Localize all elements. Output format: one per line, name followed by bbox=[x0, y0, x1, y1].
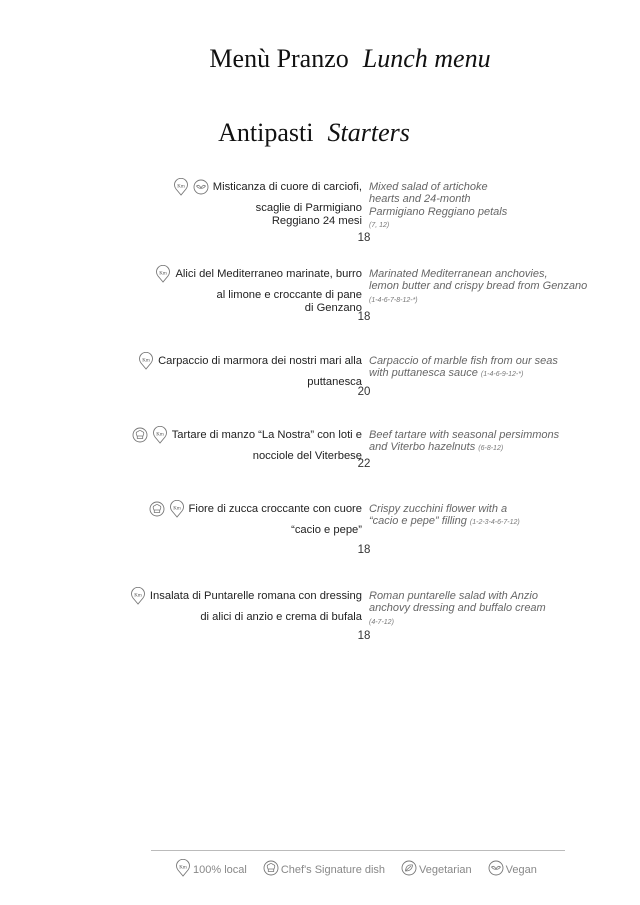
svg-text:Km: Km bbox=[179, 865, 187, 871]
section-title-en: Starters bbox=[327, 118, 410, 147]
menu-title-it: Menù Pranzo bbox=[209, 44, 349, 73]
local-km-icon bbox=[152, 426, 168, 447]
dish-price: 18 bbox=[357, 544, 371, 556]
dish-name-it-line: puttanesca bbox=[307, 376, 362, 389]
menu-title-en: Lunch menu bbox=[362, 44, 491, 73]
dish-icons bbox=[149, 500, 185, 521]
dish-name-en bbox=[369, 590, 609, 629]
dish-icons bbox=[130, 587, 146, 608]
svg-text:Km: Km bbox=[134, 593, 142, 599]
dish-icons bbox=[132, 426, 168, 447]
legend-label: Vegan bbox=[505, 863, 537, 876]
dish-name-it-line: Tartare di manzo “La Nostra” con loti e bbox=[171, 429, 362, 441]
dish-name-en-line: Parmigiano Reggiano petals bbox=[369, 205, 508, 218]
dish-name-en bbox=[369, 268, 609, 307]
dish-name-it bbox=[138, 355, 362, 389]
svg-text:Km: Km bbox=[155, 432, 164, 438]
dish-price: 22 bbox=[357, 458, 371, 470]
dish-name-it bbox=[173, 181, 362, 227]
dish-name-en-line: with puttanesca sauce bbox=[369, 367, 478, 380]
allergens: (6-8-12) bbox=[478, 445, 504, 453]
allergens: (7, 12) bbox=[369, 222, 390, 230]
local-km-icon bbox=[155, 265, 171, 286]
dish-name-it bbox=[149, 503, 363, 537]
svg-text:Km: Km bbox=[142, 358, 150, 364]
vegetarian-icon bbox=[401, 859, 417, 880]
dish-name-en bbox=[369, 355, 609, 382]
dish-name-en-line: lemon butter and crispy bread from Genzano bbox=[369, 280, 588, 293]
dish-name-it bbox=[155, 268, 362, 314]
dish-name-en-line: Roman puntarelle salad with Anzio bbox=[369, 590, 538, 602]
dish-name-it-line: di Genzano bbox=[304, 301, 362, 314]
dish-name-it-line: Misticanza di cuore di carciofi, bbox=[212, 181, 362, 193]
legend-item bbox=[401, 859, 472, 880]
dish-name-it-line: “cacio e pepe” bbox=[291, 524, 362, 537]
dish-name-en-line: anchovy dressing and buffalo cream bbox=[369, 602, 546, 615]
local-km-icon bbox=[130, 587, 146, 608]
menu-title bbox=[30, 44, 640, 74]
dish-name-it-line: scaglie di Parmigiano bbox=[255, 202, 362, 215]
dish-name-it-line: Insalata di Puntarelle romana con dressing bbox=[149, 590, 362, 602]
local-km-icon bbox=[169, 500, 185, 521]
dish-name-it-line: Reggiano 24 mesi bbox=[271, 214, 362, 227]
dish-name-it-line: nocciole del Viterbese bbox=[252, 450, 362, 463]
dish-name-en bbox=[369, 503, 609, 530]
allergens: (1-4-6-9-12-*) bbox=[480, 371, 524, 379]
legend-divider bbox=[151, 850, 565, 851]
dish-name-en bbox=[369, 181, 609, 233]
legend-label: 100% local bbox=[193, 863, 247, 876]
dish-name-en-line: “cacio e pepe” filling bbox=[369, 515, 467, 528]
dish-name-it-line: di alici di anzio e crema di bufala bbox=[200, 611, 362, 624]
svg-text:Km: Km bbox=[172, 506, 181, 512]
local-km-icon bbox=[138, 352, 154, 373]
dish-price: 20 bbox=[357, 386, 371, 398]
svg-text:Km: Km bbox=[159, 271, 168, 277]
vegan-icon bbox=[488, 859, 504, 880]
dish-name-it-line: Carpaccio di marmora dei nostri mari alla bbox=[158, 355, 362, 367]
dish-price: 18 bbox=[357, 232, 371, 244]
dish-price: 18 bbox=[357, 311, 371, 323]
dish-name-en-line: and Viterbo hazelnuts bbox=[369, 441, 476, 454]
local-km-icon bbox=[175, 859, 191, 880]
allergens: (4-7-12) bbox=[369, 618, 394, 626]
allergens: (1-4-6-7-8-12-*) bbox=[369, 296, 418, 304]
chef-hat-icon bbox=[132, 426, 148, 447]
dish-name-it-line: al limone e croccante di pane bbox=[216, 289, 362, 302]
dish-name-en-line: Marinated Mediterranean anchovies, bbox=[369, 268, 548, 280]
section-title bbox=[0, 118, 634, 148]
dish-name-it-line: Alici del Mediterraneo marinate, burro bbox=[175, 268, 362, 280]
section-title-it: Antipasti bbox=[218, 118, 314, 147]
dish-name-en-line: Carpaccio of marble fish from our seas bbox=[369, 355, 558, 367]
dish-name-en-line: Mixed salad of artichoke bbox=[369, 181, 488, 193]
legend bbox=[175, 859, 537, 880]
legend-item bbox=[175, 859, 247, 880]
chef-hat-icon bbox=[149, 500, 165, 521]
dish-icons bbox=[138, 352, 154, 373]
dish-name-it-line: Fiore di zucca croccante con cuore bbox=[188, 503, 362, 515]
chef-hat-icon bbox=[263, 859, 279, 880]
svg-text:Km: Km bbox=[177, 184, 185, 190]
dish-name-en bbox=[369, 429, 609, 456]
legend-item bbox=[263, 859, 385, 880]
dish-icons bbox=[173, 178, 209, 199]
dish-name-en-line: hearts and 24-month bbox=[369, 193, 471, 206]
vegan-icon bbox=[193, 178, 209, 199]
legend-label: Chef's Signature dish bbox=[280, 863, 386, 876]
dish-icons bbox=[155, 265, 171, 286]
dish-name-en-line: Crispy zucchini flower with a bbox=[369, 503, 508, 515]
dish-name-it bbox=[130, 590, 362, 624]
dish-name-en-line: Beef tartare with seasonal persimmons bbox=[369, 429, 560, 441]
legend-label: Vegetarian bbox=[419, 863, 472, 876]
local-km-icon bbox=[173, 178, 189, 199]
legend-item bbox=[488, 859, 537, 880]
dish-price: 18 bbox=[357, 630, 371, 642]
allergens: (1-2-3-4-6-7-12) bbox=[469, 519, 520, 527]
